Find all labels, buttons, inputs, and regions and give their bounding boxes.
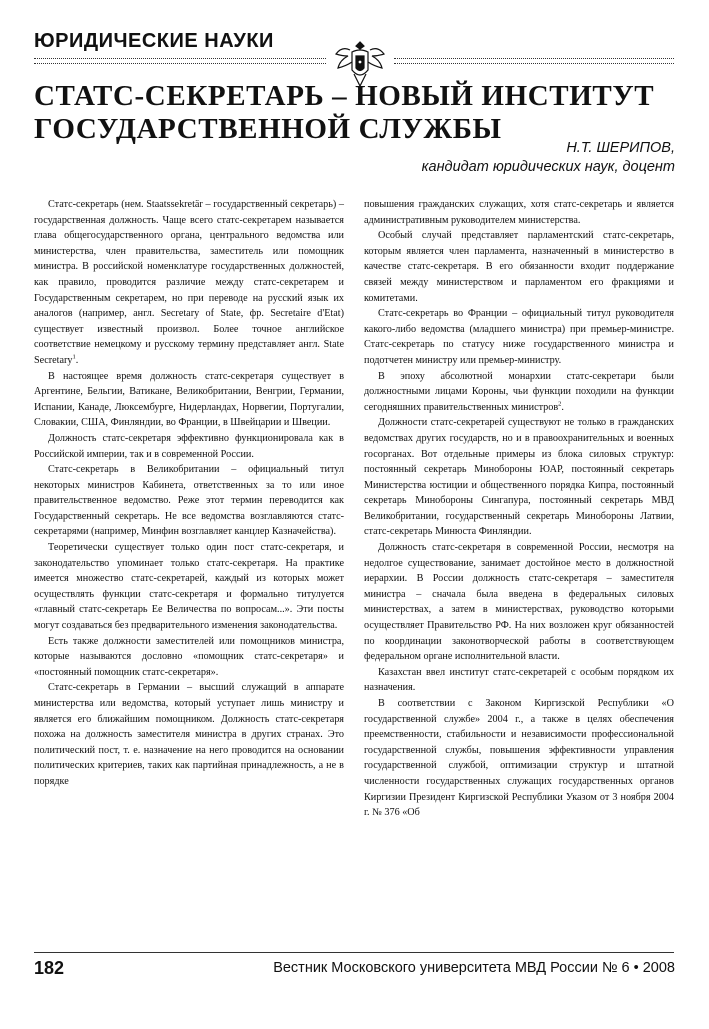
right-paragraph-3: В эпоху абсолютной монархии статс-секретари были должностными лицами Короны, чьи функции походили на функции сегодняшних правительственных министров$^2$.: [364, 370, 674, 413]
article-title: [34, 80, 674, 146]
footnote-ref-1: 1: [72, 353, 76, 361]
page-number: 182: [34, 958, 65, 978]
journal-title: Вестник Московского университета МВД России № 6 • 2008: [273, 960, 675, 976]
left-paragraph-5: Теоретически существует только один пост статс-секретаря, и законодательство упоминает только статс-секретаря. На практике имеется множество статс-секретарей, каждый из которых может осуществлять функции статс-секретаря и формально титулуется «главный статс-секретарь Ее Величества по вопросам...». Эти посты могут создаваться без предварительного изменения законодательства.: [34, 542, 344, 632]
footer-rule: [34, 952, 674, 953]
left-paragraph-6: Есть также должности заместителей или помощников министра, которые называются дословно «помощник статс-секретаря» и «постоянный помощник статс-секретаря».: [34, 635, 344, 678]
footnote-ref-2: 2: [558, 400, 562, 408]
right-paragraph-7: В соответствии с Законом Киргизской Республики «О государственной службе» 2004 г., а также в целях обеспечения преемственности, стабильности и независимости профессиональной государственной службы, повышения эффективности управления государственной службой, оптимизации структур и штатной численности государственных служащих государственных органов Киргизии Президент Киргизской Республики Указом от 3 ноября 2004 г. № 376 «Об: [364, 698, 674, 819]
left-column: [34, 197, 344, 790]
header-rule-left: [34, 58, 326, 64]
section-header: ЮРИДИЧЕСКИЕ НАУКИ: [34, 30, 274, 52]
left-paragraph-7: Статс-секретарь в Германии – высший служащий в аппарате министерства или ведомства, который уступает лишь министру и является его ближайшим помощником. Должность статс-секретаря похожа на должность заместителя министра в других странах. Это политический пост, т. е. назначение на него проводится на основании политических критериев, таких как партийная принадлежность, а не в порядке: [34, 682, 344, 787]
left-paragraph-1: Статс-секретарь (нем. Staatssekretär – государственный секретарь) – государственная должность. Чаще всего статс-секретарем называется глава общегосударственного органа, центрального ведомства или министерства, член правительства, заместитель или помощник министра. В российской номенклатуре государственных должностей, как правило, проводится различие между статс-секретарем и Государственным секретарем, но при переводе на русский язык их аналогов (например, англ. Secretary of State, фр. Secretaire d'Etat) существует известный произвол. Более точное английское соответствие немецкому и русскому термину представляет англ. State Secretary$^1$.: [34, 199, 344, 366]
right-paragraph-6: Казахстан ввел институт статс-секретарей с особым порядком их назначения.: [364, 666, 674, 694]
author-name: Н.Т. ШЕРИПОВ,: [566, 140, 675, 156]
right-paragraph-5: Должность статс-секретаря в современной России, несмотря на недолгое существование, занимает достойное место в должностной иерархии. В России должность статс-секретаря – заместителя министра – сначала была введена в федеральных силовых министерствах, а затем в министерствах, руководство которыми осуществляет Правительство РФ. На них возложен круг обязанностей по координации законотворческой работы в соответствующем федеральном органе исполнительной власти.: [364, 542, 674, 663]
left-paragraph-4: Статс-секретарь в Великобритании – официальный титул некоторых министров Кабинета, ответственных за то или иное правительственное ведомство. Реже этот термин переводится как Государственный секретарь. Не все ведомства возглавляются статс-секретарями (например, Минфин возглавляет канцлер Казначейства).: [34, 464, 344, 538]
author-block: [422, 139, 675, 177]
article-title-line1: СТАТС-СЕКРЕТАРЬ – НОВЫЙ ИНСТИТУТ: [34, 80, 655, 112]
author-degree: кандидат юридических наук, доцент: [421, 159, 675, 175]
article-title-line2: ГОСУДАРСТВЕННОЙ СЛУЖБЫ: [34, 113, 502, 145]
left-paragraph-2: В настоящее время должность статс-секретаря существует в Аргентине, Бельгии, Ватикане, Великобритании, Венгрии, Германии, Испании, Канаде, Люксембурге, Нидерландах, Норвегии, Португалии, Словакии, США, Финляндии, во Франции, в Швейцарии и Швеции.: [34, 370, 344, 429]
right-paragraph-cont: повышения гражданских служащих, хотя статс-секретарь и является административным руководителем министерства.: [364, 199, 674, 226]
header-rule-right: [394, 58, 674, 64]
left-paragraph-3: Должность статс-секретаря эффективно функционировала как в Российской империи, так и в современной России.: [34, 432, 344, 460]
right-paragraph-4: Должности статс-секретарей существуют не только в гражданских ведомствах других государств, но и в правоохранительных и военных госорганах. Вот отдельные примеры из блока силовых структур: постоянный секретарь Минобороны ЮАР, постоянный секретарь Министерства юстиции и общественного порядка Кипра, постоянный секретарь Минобороны Сингапура, постоянный секретарь МВД Великобритании, государственный секретарь Минобороны Латвии, статс-секретарь Минюста Финляндии.: [364, 417, 674, 538]
right-paragraph-2: Статс-секретарь во Франции – официальный титул руководителя какого-либо ведомства (младшего министра) при премьер-министре. Статс-секретарь по статусу ниже государственного министра и подотчетен министру или премьер-министру.: [364, 308, 674, 366]
right-paragraph-1: Особый случай представляет парламентский статс-секретарь, которым является член парламента, назначенный в министерство в качестве статс-секретаря. В его обязанности входит поддержание связей между министерством и парламентом его фракциями и комитетами.: [364, 230, 674, 304]
right-column: [364, 197, 674, 821]
